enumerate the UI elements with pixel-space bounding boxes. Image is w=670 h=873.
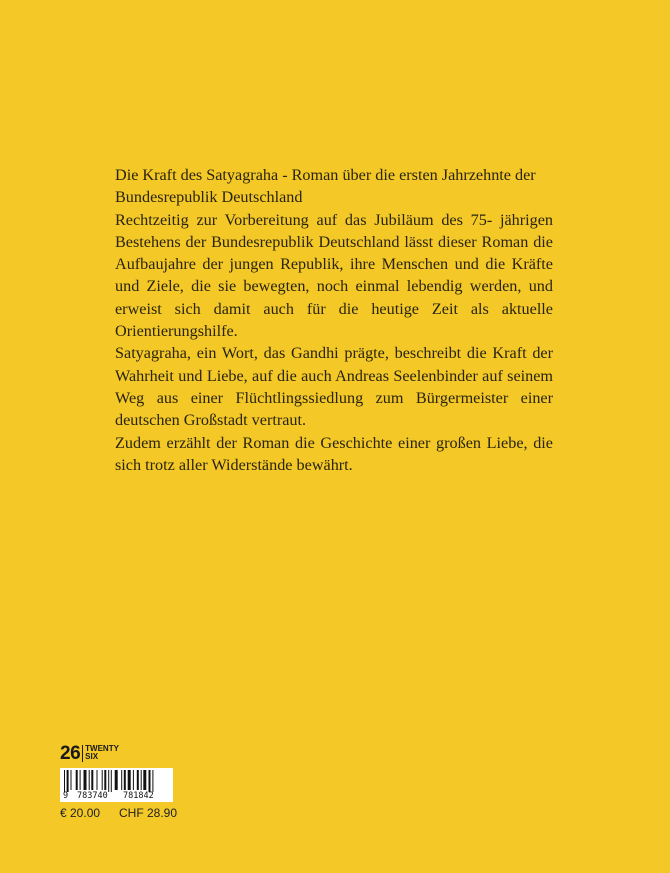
blurb-title: Die Kraft des Satyagraha - Roman über die ersten Jahrzehnte der Bundesrepublik Deutschland (115, 166, 536, 207)
barcode-bar (84, 770, 87, 790)
barcode-bar (143, 770, 146, 790)
barcode-bar (137, 770, 139, 790)
barcode-bar (133, 770, 134, 790)
publisher-logo-word-top: TWENTY (85, 743, 119, 753)
barcode-bar (67, 770, 69, 792)
barcode-bar (104, 770, 106, 790)
barcode-bar (89, 770, 90, 790)
publisher-logo-word-bottom: SIX (85, 752, 99, 761)
barcode-bar (128, 770, 131, 790)
publisher-logo-word (82, 745, 119, 762)
barcode-bar (64, 770, 65, 792)
barcode-bars (64, 770, 168, 792)
barcode-bar (111, 770, 112, 792)
isbn-number (60, 791, 173, 802)
isbn-barcode (60, 768, 173, 802)
barcode-bar (80, 770, 81, 790)
barcode-bar (76, 770, 78, 790)
barcode-bar (152, 770, 153, 792)
barcode-bar (71, 770, 72, 790)
price-chf: CHF 28.90 (119, 806, 178, 820)
isbn-group-2: 781842 (123, 791, 154, 801)
barcode-bar (124, 770, 126, 790)
barcode-bar (102, 770, 103, 790)
isbn-lead-digit: 9 (63, 791, 69, 801)
isbn-group-1: 783740 (77, 791, 108, 801)
barcode-bar (97, 770, 98, 790)
publisher-logo-number: 26 (60, 742, 81, 764)
barcode-bar (108, 770, 109, 792)
barcode-bar (115, 770, 118, 790)
blurb-paragraph-1: Rechtzeitig zur Vorbereitung auf das Jubiläum des 75- jährigen Bestehens der Bundesrepublik Deutschland lässt dieser Roman die Aufbaujahre der jungen Republik, ihre Menschen und die Kräfte und Ziele, die sie bewegten, noch einmal lebendig werden, und erweist sich damit auch für die heutige Zeit als aktuelle Orientierungshilfe. (115, 210, 553, 341)
back-cover-blurb (115, 164, 553, 476)
barcode-bar (149, 770, 151, 792)
barcode-bar (141, 770, 142, 790)
publisher-logo (60, 740, 119, 766)
blurb-paragraph-2: Satyagraha, ein Wort, das Gandhi prägte, beschreibt die Kraft der Wahrheit und Liebe, auf die auch Andreas Seelenbinder auf seinem Weg aus einer Flüchtlingssiedlung zum Bürgermeister einer deutschen Großstadt vertraut. (115, 344, 553, 430)
blurb-paragraph-3: Zudem erzählt der Roman die Geschichte einer großen Liebe, die sich trotz aller Widerstände bewährt. (115, 433, 553, 474)
barcode-bar (121, 770, 122, 790)
barcode-bar (91, 770, 93, 790)
price-eur: € 20.00 (60, 806, 101, 820)
